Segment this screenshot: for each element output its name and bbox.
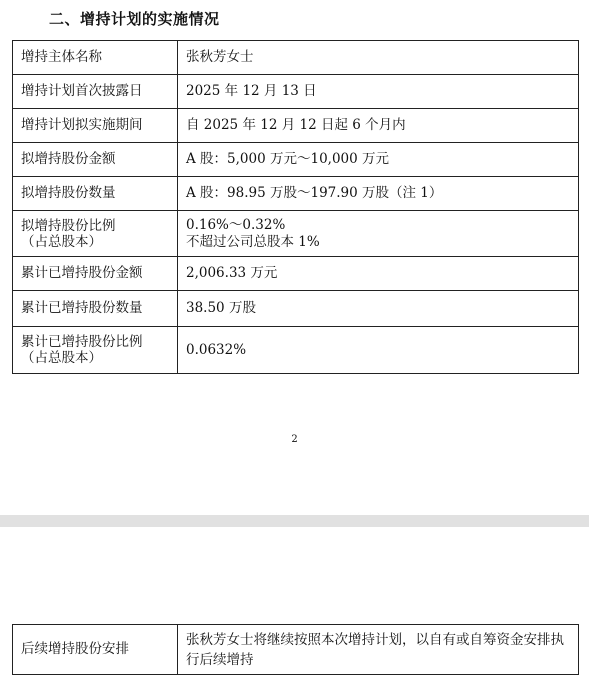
row-value: 38.50 万股 [178,291,579,327]
row-label: 拟增持股份金额 [13,143,178,177]
row-label: 增持计划拟实施期间 [13,109,178,143]
section-heading: 二、增持计划的实施情况 [49,10,220,28]
table-row [13,291,579,327]
row-label [13,211,178,257]
row-label: 增持主体名称 [13,41,178,75]
row-label-sub: （占总股本） [21,350,102,366]
table-row [13,177,579,211]
row-label [13,327,178,374]
row-value-sub: 不超过公司总股本 1% [186,233,320,250]
row-value: 张秋芳女士将继续按照本次增持计划，以自有或自筹资金安排执行后续增持 [178,625,579,675]
row-value: A 股：98.95 万股～197.90 万股（注 1） [178,177,579,211]
page-separator [0,515,589,527]
row-value: 2025 年 12 月 13 日 [178,75,579,109]
table-row [13,211,579,257]
table-row [13,327,579,374]
row-label-sub: （占总股本） [21,233,102,250]
row-label: 累计已增持股份金额 [13,257,178,291]
row-label: 累计已增持股份数量 [13,291,178,327]
table-row [13,41,579,75]
row-label-main: 累计已增持股份比例 [21,334,143,350]
row-label: 增持计划首次披露日 [13,75,178,109]
followup-plan-table [12,624,579,675]
row-label-main: 拟增持股份比例 [21,217,116,234]
row-value: A 股：5,000 万元～10,000 万元 [178,143,579,177]
row-value [178,211,579,257]
table-row [13,257,579,291]
row-value: 0.0632% [178,327,579,374]
row-value: 张秋芳女士 [178,41,579,75]
table-row [13,75,579,109]
increase-plan-table [12,40,579,374]
row-value: 2,006.33 万元 [178,257,579,291]
row-value: 自 2025 年 12 月 12 日起 6 个月内 [178,109,579,143]
table-row [13,625,579,675]
row-label: 拟增持股份数量 [13,177,178,211]
page-number: 2 [291,434,298,445]
table-row [13,143,579,177]
row-label: 后续增持股份安排 [13,625,178,675]
row-value-main: 0.16%～0.32% [186,216,286,233]
table-row [13,109,579,143]
